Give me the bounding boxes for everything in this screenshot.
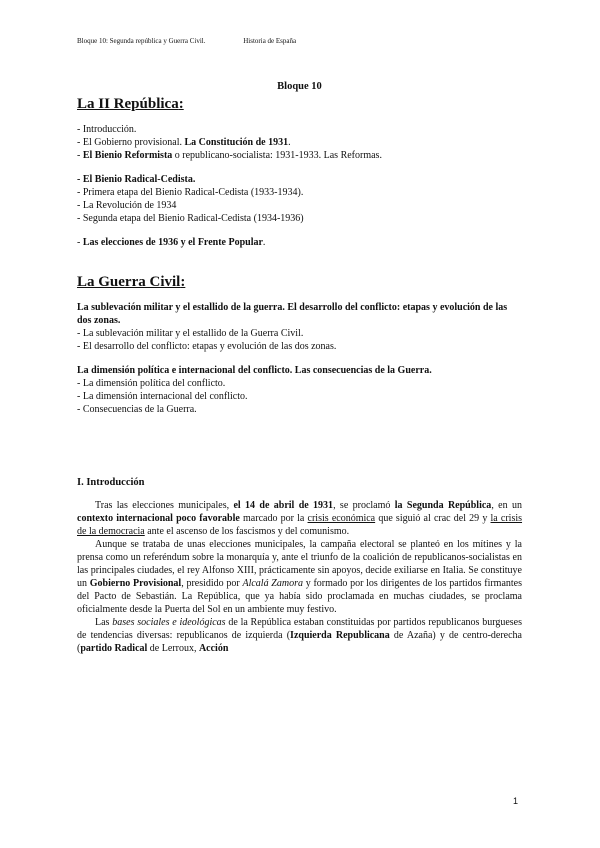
text-run: , se proclamó — [333, 500, 395, 511]
text-bold: contexto internacional poco favorable — [77, 513, 240, 524]
text-run: , en un — [491, 500, 522, 511]
item-text: - — [77, 237, 83, 248]
text-run: ante el ascenso de los fascismos y del comunismo. — [144, 526, 350, 537]
elecciones-item — [77, 236, 522, 249]
text-bold: Izquierda Republicana — [290, 630, 390, 641]
text-bold: Acción — [198, 643, 229, 654]
item-text: - Introducción. — [77, 124, 137, 135]
list-item: - La dimensión política del conflicto. — [77, 378, 226, 389]
list-item — [77, 236, 522, 249]
header-left: Bloque 10: Segunda república y Guerra Civil. — [77, 37, 206, 45]
radical-list — [77, 173, 522, 225]
list-item: - El desarrollo del conflicto: etapas y evolución de las dos zonas. — [77, 341, 337, 352]
intro-paragraph-3 — [77, 616, 522, 655]
guerra-title-text: La Guerra Civil — [77, 274, 181, 290]
list-item — [77, 136, 522, 149]
section-title-republica — [77, 95, 522, 113]
list-item: - La dimensión internacional del conflicto. — [77, 391, 248, 402]
header-right: Historia de España — [243, 37, 297, 45]
text-run: Aunque se trataba de unas elecciones municipales, la campaña electoral se planteó en los mítines y la prensa como un referéndum sobre la monarquía y, ante el triunfo de la coalición de republicanos-socialistas en las principales ciudades, el rey Alfonso XIII, prácticamente sin apoyos, decide exiliarse en Italia. Se constituye un — [77, 539, 522, 589]
text-italic: bases sociales e ideológicas — [112, 617, 226, 628]
guerra-block-1 — [77, 301, 522, 353]
guerra-block-2 — [77, 364, 522, 416]
section-title-guerra — [77, 273, 522, 291]
list-item — [77, 149, 522, 162]
radical-heading: - El Bienio Radical-Cedista. — [77, 174, 196, 185]
text-italic: Alcalá Zamora — [242, 578, 303, 589]
list-item: - Segunda etapa del Bienio Radical-Cedista (1934-1936) — [77, 213, 304, 224]
item-bold: El Bienio Reformista — [82, 150, 173, 161]
intro-paragraph-1 — [77, 499, 522, 538]
item-text: o republicano-socialista: 1931-1933. Las Reformas. — [172, 150, 382, 161]
text-run: de Azaña) y de centro-derecha ( — [77, 630, 522, 654]
item-text: . — [262, 237, 266, 248]
text-run: y formado por los dirigentes de los partidos firmantes del Pacto de Sebastián. La República, que ya había sido proclamada en muchas ciudades, se proclama oficialmente desde la Puerta del Sol en un ambiente muy festivo. — [77, 578, 523, 615]
guerra-block-2-heading: La dimensión política e internacional del conflicto. Las consecuencias de la Guerra. — [77, 365, 432, 376]
republica-title-text: La II República — [77, 96, 179, 112]
text-bold: Gobierno Provisional — [89, 578, 182, 589]
item-bold: Las elecciones de 1936 y el Frente Popular — [82, 237, 263, 248]
item-bold: La Constitución de 1931 — [184, 137, 289, 148]
item-text: - — [77, 150, 83, 161]
list-item: - Consecuencias de la Guerra. — [77, 404, 197, 415]
text-bold: el 14 de abril de 1931 — [233, 500, 334, 511]
republica-list — [77, 123, 522, 162]
intro-heading: I. Introducción — [77, 477, 145, 488]
text-run: , presidido por — [181, 578, 243, 589]
text-run: Tras las elecciones municipales, — [95, 500, 234, 511]
page-number: 1 — [513, 796, 519, 806]
item-text: . — [288, 137, 291, 148]
guerra-title-colon: : — [180, 274, 186, 290]
republica-title-colon: : — [178, 96, 184, 112]
text-bold: partido Radical — [80, 643, 148, 654]
document-body — [77, 80, 522, 655]
text-run: que siguió al crac del 29 y — [375, 513, 491, 524]
item-text: - El Gobierno provisional. — [77, 137, 185, 148]
list-item — [77, 123, 522, 136]
text-run: de la República estaban constituidas por partidos republicanos burgueses de tendencias diversas: republicanos de izquierda ( — [77, 617, 522, 641]
page-header — [77, 37, 332, 45]
text-underlined: la crisis de la democracia — [77, 513, 523, 537]
list-item: - La sublevación militar y el estallido de la Guerra Civil. — [77, 328, 304, 339]
intro-paragraph-2 — [77, 538, 522, 616]
text-run: Las — [95, 617, 113, 628]
text-underlined: crisis económica — [307, 513, 376, 524]
list-item: - Primera etapa del Bienio Radical-Cedista (1933-1934). — [77, 187, 304, 198]
text-run: marcado por la — [239, 513, 308, 524]
list-item: - La Revolución de 1934 — [77, 200, 177, 211]
text-run: de Lerroux, — [147, 643, 199, 654]
text-bold: la Segunda República — [394, 500, 492, 511]
bloque-title: Bloque 10 — [277, 81, 322, 92]
guerra-block-1-heading: La sublevación militar y el estallido de la guerra. El desarrollo del conflicto: etapas y evolución de las dos zonas. — [77, 302, 508, 326]
